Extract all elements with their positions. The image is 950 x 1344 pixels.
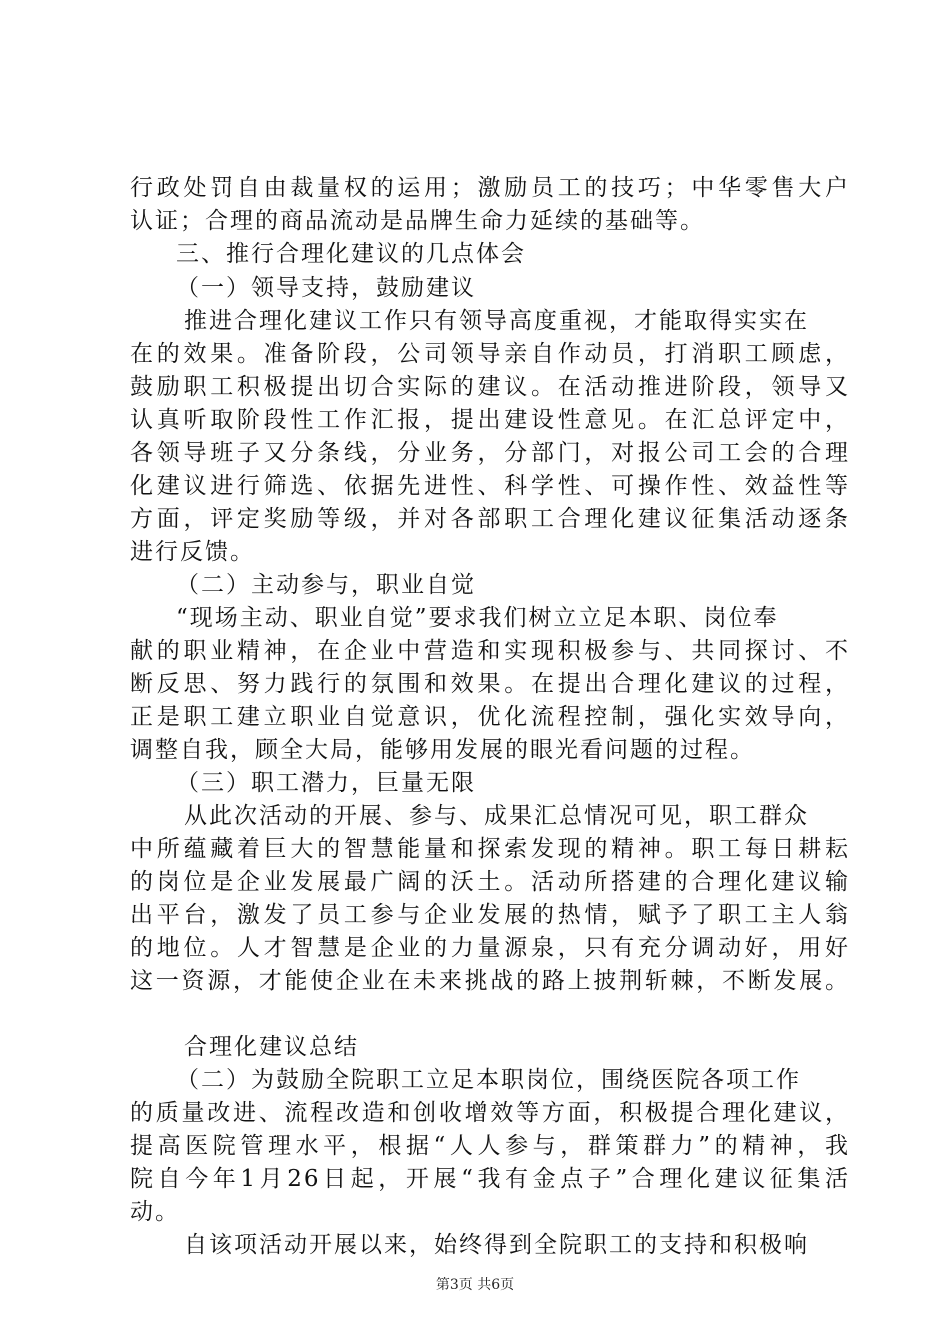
text-line: 献的职业精神，在企业中营造和实现积极参与、共同探讨、不 (130, 638, 850, 664)
summary-title: 合理化建议总结 (184, 1034, 359, 1060)
text-line: 提高医院管理水平，根据“人人参与，群策群力”的精神，我 (130, 1133, 850, 1159)
text-line: 动。 (130, 1199, 180, 1225)
text-line: 认证；合理的商品流动是品牌生命力延续的基础等。 (130, 208, 705, 234)
text-line: 自该项活动开展以来，始终得到全院职工的支持和积极响 (184, 1232, 809, 1258)
text-line: 中所蕴藏着巨大的智慧能量和探索发现的精神。职工每日耕耘 (130, 836, 850, 862)
text-line: 认真听取阶段性工作汇报，提出建设性意见。在汇总评定中， (130, 407, 850, 433)
text-line: 调整自我，顾全大局，能够用发展的眼光看问题的过程。 (130, 737, 755, 763)
text-line: 断反思、努力践行的氛围和效果。在提出合理化建议的过程， (130, 671, 850, 697)
text-line: 推进合理化建议工作只有领导高度重视，才能取得实实在 (184, 308, 809, 334)
subsection-heading: （二）主动参与，职业自觉 (176, 572, 476, 598)
text-line: 出平台，激发了员工参与企业发展的热情，赋予了职工主人翁 (130, 902, 850, 928)
text-line: 正是职工建立职业自觉意识，优化流程控制，强化实效导向， (130, 704, 850, 730)
page-number-footer: 第3页 共6页 (435, 1277, 515, 1293)
text-line: 在的效果。准备阶段，公司领导亲自作动员，打消职工顾虑， (130, 341, 850, 367)
text-line: “现场主动、职业自觉”要求我们树立立足本职、岗位奉 (176, 605, 779, 631)
subsection-heading: （一）领导支持，鼓励建议 (176, 275, 476, 301)
text-line: 进行反馈。 (130, 539, 255, 565)
text-line: 方面，评定奖励等级，并对各部职工合理化建议征集活动逐条 (130, 506, 850, 532)
text-line: 的岗位是企业发展最广阔的沃土。活动所搭建的合理化建议输 (130, 869, 850, 895)
text-line: 这一资源，才能使企业在未来挑战的路上披荆斩棘，不断发展。 (130, 968, 850, 994)
text-line: 院自今年1月26日起，开展“我有金点子”合理化建议征集活 (130, 1166, 850, 1192)
text-line: （二）为鼓励全院职工立足本职岗位，围绕医院各项工作 (176, 1067, 801, 1093)
text-line: 化建议进行筛选、依据先进性、科学性、可操作性、效益性等 (130, 473, 850, 499)
text-line: 鼓励职工积极提出切合实际的建议。在活动推进阶段，领导又 (130, 374, 850, 400)
text-line: 从此次活动的开展、参与、成果汇总情况可见，职工群众 (184, 803, 809, 829)
text-line: 的地位。人才智慧是企业的力量源泉，只有充分调动好，用好 (130, 935, 850, 961)
section-heading: 三、推行合理化建议的几点体会 (176, 241, 526, 267)
text-line: 行政处罚自由裁量权的运用；激励员工的技巧；中华零售大户 (130, 175, 850, 201)
subsection-heading: （三）职工潜力，巨量无限 (176, 770, 476, 796)
text-line: 各领导班子又分条线，分业务，分部门，对报公司工会的合理 (130, 440, 850, 466)
text-line: 的质量改进、流程改造和创收增效等方面，积极提合理化建议， (130, 1100, 850, 1126)
